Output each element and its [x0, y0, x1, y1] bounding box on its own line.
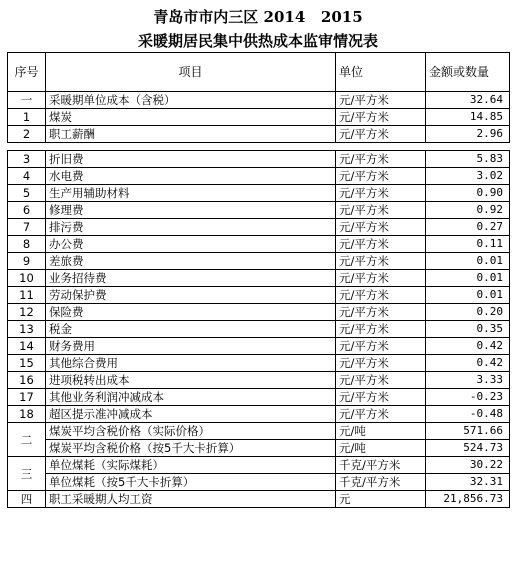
row-item: 税金	[46, 321, 336, 338]
row-value: -0.48	[426, 406, 510, 423]
row-unit: 元/平方米	[336, 304, 426, 321]
row-item: 超区提示准冲减成本	[46, 406, 336, 423]
row-item: 保险费	[46, 304, 336, 321]
row-value: 0.01	[426, 270, 510, 287]
row-item: 职工薪酬	[46, 126, 336, 143]
table-row	[8, 151, 510, 168]
row-item: 财务费用	[46, 338, 336, 355]
row-item: 其他业务利润冲减成本	[46, 389, 336, 406]
table-row	[8, 491, 510, 508]
row-item: 其他综合费用	[46, 355, 336, 372]
row-value: 3.02	[426, 168, 510, 185]
table-row	[8, 109, 510, 126]
row-unit: 元/平方米	[336, 355, 426, 372]
row-value: 30.22	[426, 457, 510, 474]
row-unit: 元/平方米	[336, 406, 426, 423]
row-value: 3.33	[426, 372, 510, 389]
table-row	[8, 321, 510, 338]
page-break-cell	[8, 143, 510, 151]
table-row	[8, 355, 510, 372]
row-item: 进项税转出成本	[46, 372, 336, 389]
table-row	[8, 236, 510, 253]
row-value: 571.66	[426, 423, 510, 440]
cost-table	[7, 52, 510, 508]
row-item: 修理费	[46, 202, 336, 219]
row-item: 办公费	[46, 236, 336, 253]
table-row	[8, 92, 510, 109]
row-value: 0.01	[426, 287, 510, 304]
row-item: 煤炭	[46, 109, 336, 126]
row-unit: 元/平方米	[336, 236, 426, 253]
table-row	[8, 406, 510, 423]
row-item: 业务招待费	[46, 270, 336, 287]
row-unit: 元/平方米	[336, 151, 426, 168]
row-number: 3	[8, 151, 46, 168]
row-number: 2	[8, 126, 46, 143]
title-line-2: 采暖期居民集中供热成本监审情况表	[137, 32, 378, 50]
row-number: 4	[8, 168, 46, 185]
table-row	[8, 126, 510, 143]
row-number: 5	[8, 185, 46, 202]
row-number: 14	[8, 338, 46, 355]
row-number: 15	[8, 355, 46, 372]
row-value: 0.92	[426, 202, 510, 219]
row-item: 单位煤耗（实际煤耗）	[46, 457, 336, 474]
row-number: 16	[8, 372, 46, 389]
row-value: 0.90	[426, 185, 510, 202]
row-item: 煤炭平均含税价格（实际价格）	[46, 423, 336, 440]
table-row	[8, 287, 510, 304]
row-value: 524.73	[426, 440, 510, 457]
row-value: 0.35	[426, 321, 510, 338]
row-value: 0.42	[426, 338, 510, 355]
row-unit: 元/平方米	[336, 109, 426, 126]
row-number: 17	[8, 389, 46, 406]
table-row	[8, 253, 510, 270]
group-number: 三	[8, 457, 46, 491]
table-row	[8, 474, 510, 491]
row-unit: 元/吨	[336, 423, 426, 440]
row-unit: 元/平方米	[336, 126, 426, 143]
row-number: 11	[8, 287, 46, 304]
row-value: 5.83	[426, 151, 510, 168]
row-item: 单位煤耗（按5千大卡折算）	[46, 474, 336, 491]
row-unit: 元/平方米	[336, 202, 426, 219]
table-row	[8, 270, 510, 287]
table-row	[8, 389, 510, 406]
row-value: 32.64	[426, 92, 510, 109]
row-unit: 元/平方米	[336, 168, 426, 185]
row-value: 0.42	[426, 355, 510, 372]
row-value: 14.85	[426, 109, 510, 126]
row-unit: 元/平方米	[336, 338, 426, 355]
row-value: -0.23	[426, 389, 510, 406]
row-number: 7	[8, 219, 46, 236]
row-unit: 元/平方米	[336, 270, 426, 287]
row-number: 18	[8, 406, 46, 423]
row-unit: 元/平方米	[336, 253, 426, 270]
row-unit: 元/吨	[336, 440, 426, 457]
row-value: 21,856.73	[426, 491, 510, 508]
row-number: 一	[8, 92, 46, 109]
group-number: 二	[8, 423, 46, 457]
row-unit: 元/平方米	[336, 321, 426, 338]
table-row	[8, 202, 510, 219]
row-item: 职工采暖期人均工资	[46, 491, 336, 508]
table-row	[8, 338, 510, 355]
row-unit: 元/平方米	[336, 287, 426, 304]
row-value: 0.20	[426, 304, 510, 321]
table-row	[8, 423, 510, 440]
row-number: 8	[8, 236, 46, 253]
table-row	[8, 457, 510, 474]
row-value: 2.96	[426, 126, 510, 143]
table-row	[8, 219, 510, 236]
table-header-row	[8, 53, 510, 92]
row-item: 生产用辅助材料	[46, 185, 336, 202]
row-value: 32.31	[426, 474, 510, 491]
row-unit: 元/平方米	[336, 219, 426, 236]
row-unit: 千克/平方米	[336, 457, 426, 474]
table-row	[8, 440, 510, 457]
header-value: 金额或数量	[426, 53, 510, 92]
row-number: 1	[8, 109, 46, 126]
row-unit: 元	[336, 491, 426, 508]
page-break-gap	[8, 143, 510, 151]
table-row	[8, 372, 510, 389]
table-row	[8, 304, 510, 321]
header-no: 序号	[8, 53, 46, 92]
row-item: 排污费	[46, 219, 336, 236]
row-unit: 元/平方米	[336, 92, 426, 109]
row-number: 6	[8, 202, 46, 219]
title-line-1: 青岛市市内三区 2014 2015	[153, 8, 363, 26]
row-number: 四	[8, 491, 46, 508]
header-unit: 单位	[336, 53, 426, 92]
row-item: 折旧费	[46, 151, 336, 168]
row-unit: 元/平方米	[336, 389, 426, 406]
table-row	[8, 168, 510, 185]
row-item: 劳动保护费	[46, 287, 336, 304]
row-value: 0.01	[426, 253, 510, 270]
row-item: 差旅费	[46, 253, 336, 270]
row-value: 0.27	[426, 219, 510, 236]
row-unit: 元/平方米	[336, 372, 426, 389]
header-item: 项目	[46, 53, 336, 92]
row-number: 12	[8, 304, 46, 321]
table-row	[8, 185, 510, 202]
row-number: 9	[8, 253, 46, 270]
row-number: 10	[8, 270, 46, 287]
row-value: 0.11	[426, 236, 510, 253]
row-item: 采暖期单位成本（含税）	[46, 92, 336, 109]
row-unit: 千克/平方米	[336, 474, 426, 491]
row-item: 水电费	[46, 168, 336, 185]
row-unit: 元/平方米	[336, 185, 426, 202]
row-number: 13	[8, 321, 46, 338]
row-item: 煤炭平均含税价格（按5千大卡折算）	[46, 440, 336, 457]
